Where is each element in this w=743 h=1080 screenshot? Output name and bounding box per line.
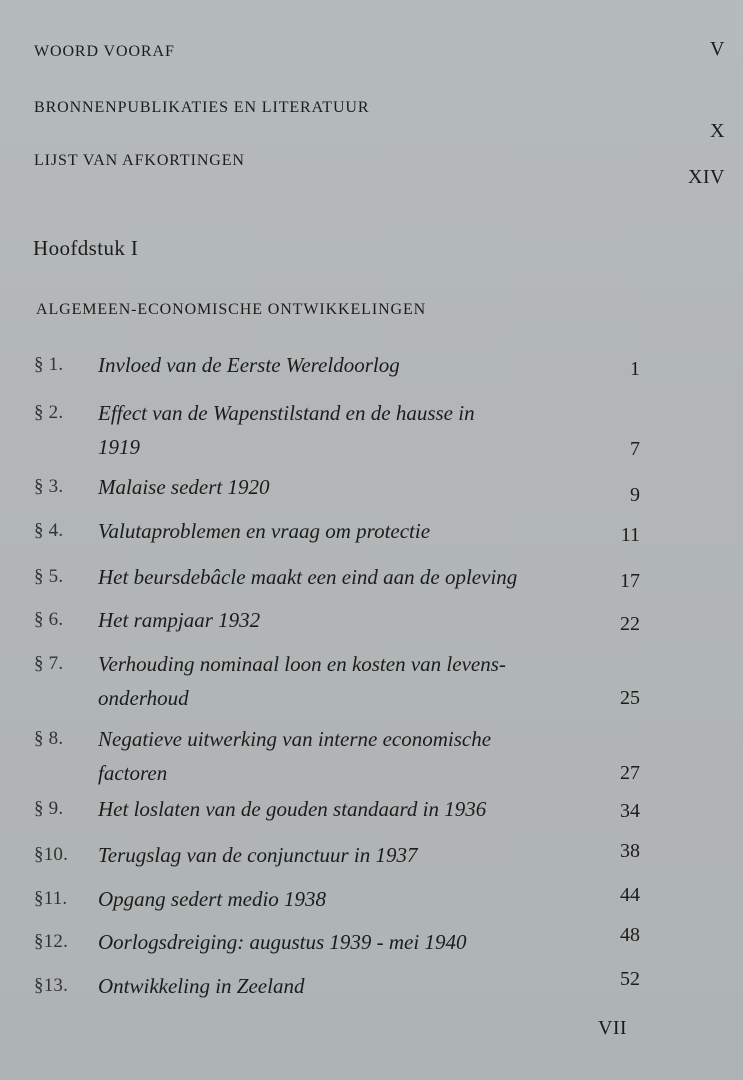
section-title: Het loslaten van de gouden standaard in 1936: [98, 797, 487, 821]
toc-entry: [34, 348, 640, 382]
chapter-title: ALGEMEEN-ECONOMISCHE ONTWIKKELINGEN: [36, 301, 427, 318]
section-number: § 1.: [34, 354, 64, 375]
section-number: §13.: [34, 975, 69, 996]
page-number: 25: [620, 687, 640, 709]
front-matter-title: WOORD VOORAF: [34, 43, 175, 60]
section-number: § 9.: [34, 798, 64, 819]
page-number: 52: [620, 968, 640, 990]
toc-entry: [34, 882, 640, 916]
toc-entry: [34, 792, 640, 826]
section-number: §12.: [34, 931, 69, 952]
front-matter-row: [34, 152, 725, 188]
section-number: §10.: [34, 844, 69, 865]
toc-entry: [34, 396, 640, 462]
front-matter-title: BRONNENPUBLIKATIES EN LITERATUUR: [34, 99, 370, 116]
toc-entry: [34, 838, 640, 872]
section-number: § 2.: [34, 402, 64, 423]
page-number: 44: [620, 884, 640, 906]
section-number: § 7.: [34, 653, 64, 674]
page-number: 48: [620, 924, 640, 946]
section-number: § 6.: [34, 609, 64, 630]
section-title: Invloed van de Eerste Wereldoorlog: [98, 353, 400, 377]
toc-entry: [34, 603, 640, 637]
section-title: Oorlogsdreiging: augustus 1939 - mei 1940: [98, 930, 467, 954]
section-title: Het beursdebâcle maakt een eind aan de opleving: [98, 565, 518, 589]
toc-entry: [34, 560, 640, 594]
section-number: § 8.: [34, 728, 64, 749]
toc-entry: [34, 647, 640, 715]
section-number: § 3.: [34, 476, 64, 497]
page-number: 1: [630, 358, 640, 380]
section-number: § 5.: [34, 566, 64, 587]
front-matter-row: [34, 38, 725, 61]
page-number: 27: [620, 762, 640, 784]
page-folio: VII: [598, 1017, 627, 1039]
page-number: 22: [620, 613, 640, 635]
front-matter-page: XIV: [687, 166, 725, 188]
section-title: Terugslag van de conjunctuur in 1937: [98, 843, 418, 867]
toc-entry: [34, 925, 640, 959]
section-title: Het rampjaar 1932: [98, 608, 261, 632]
section-title: Ontwikkeling in Zeeland: [98, 974, 305, 998]
section-title: Valutaproblemen en vraag om protectie: [98, 519, 431, 543]
section-title: Negatieve uitwerking van interne economische factoren: [98, 727, 492, 785]
page-number: 17: [620, 570, 640, 592]
chapter-heading: Hoofdstuk I: [33, 236, 139, 260]
page-number: 11: [620, 524, 640, 546]
section-number: §11.: [34, 888, 68, 909]
front-matter-row: [34, 99, 725, 142]
toc-entry: [34, 969, 640, 1003]
toc-entry: [34, 722, 640, 790]
section-title: Malaise sedert 1920: [98, 475, 270, 499]
section-title: Opgang sedert medio 1938: [98, 887, 327, 911]
page-number: 7: [630, 438, 640, 460]
page-number: 38: [620, 840, 640, 862]
front-matter-page: X: [710, 120, 725, 142]
front-matter-page: V: [710, 38, 725, 60]
front-matter-title: LIJST VAN AFKORTINGEN: [34, 152, 245, 169]
page-number: 9: [630, 484, 640, 506]
section-title: Verhouding nominaal loon en kosten van levens-onderhoud: [98, 652, 506, 710]
section-title: Effect van de Wapenstilstand en de hausse in 1919: [98, 401, 475, 459]
toc-entry: [34, 514, 640, 548]
section-number: § 4.: [34, 520, 64, 541]
page-number: 34: [620, 800, 640, 822]
toc-entry: [34, 470, 640, 504]
